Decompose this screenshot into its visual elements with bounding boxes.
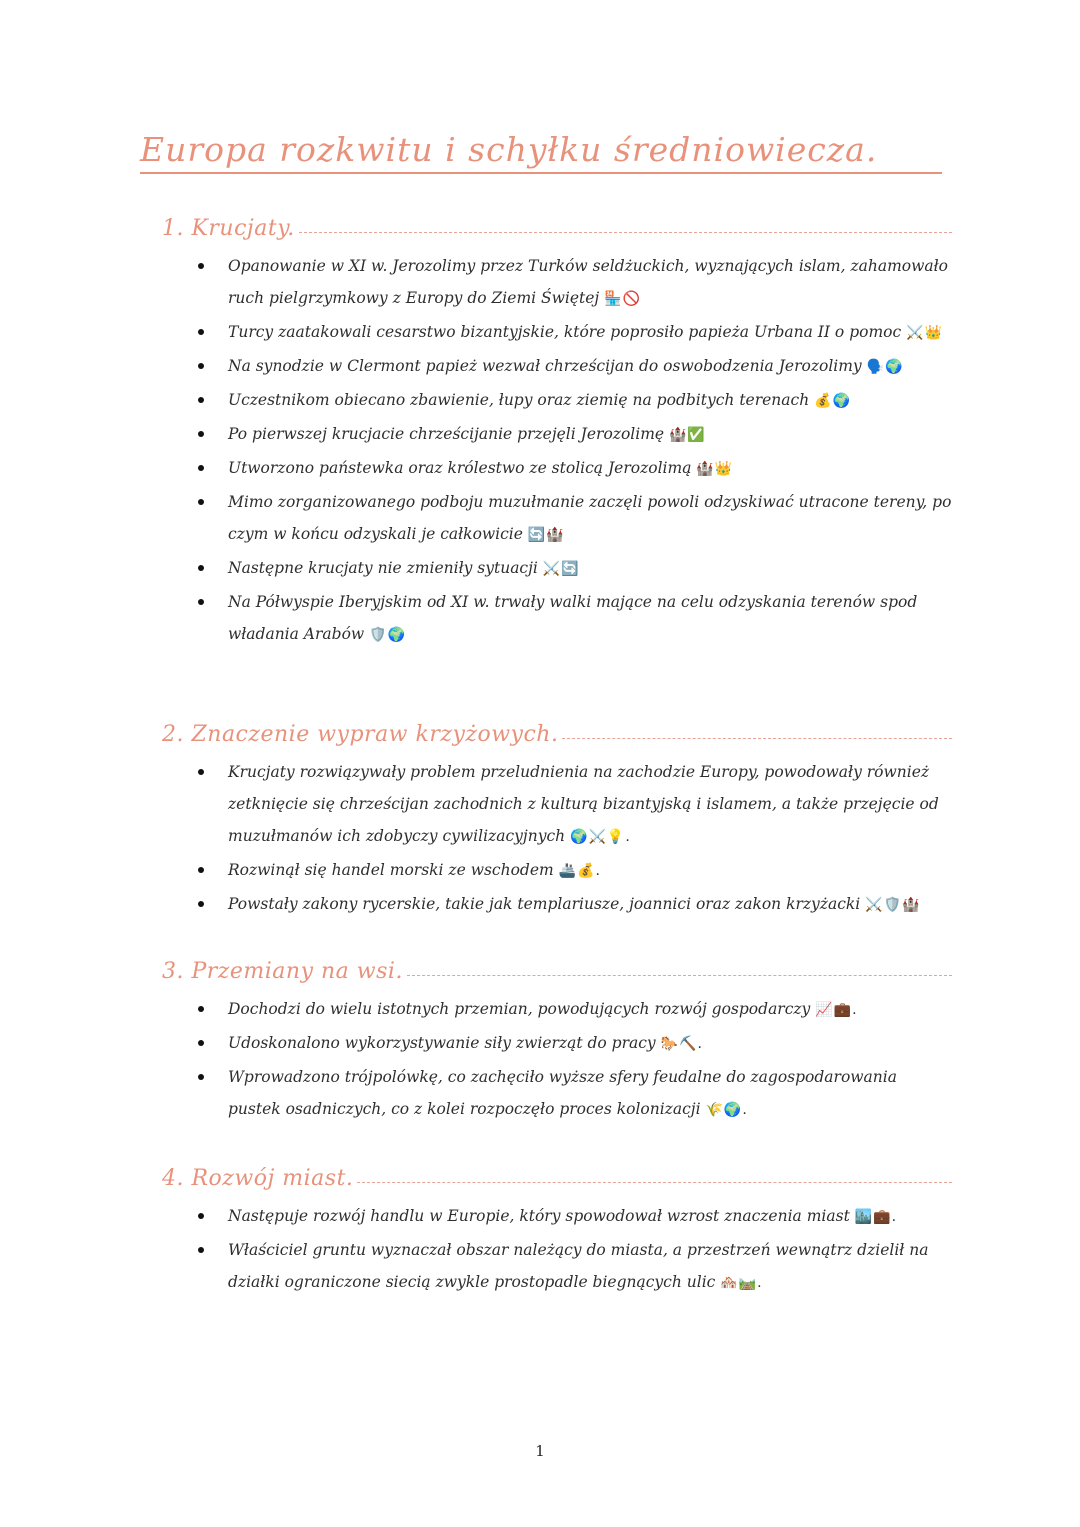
bullet-text: Uczestnikom obiecano zbawienie, łupy oraz ziemię na podbitych terenach — [228, 391, 810, 409]
emoji-icons: 🌍⚔️💡. — [570, 829, 631, 845]
bullet-item — [162, 1061, 952, 1126]
section-4 — [162, 1162, 952, 1300]
section-heading-row — [162, 212, 952, 244]
bullet-item — [162, 888, 952, 921]
emoji-icons: ⚔️🛡️🏰 — [865, 897, 921, 913]
bullet-item — [162, 250, 952, 315]
bullet-text: Mimo zorganizowanego podboju muzułmanie zaczęli powoli odzyskiwać utracone tereny, po czym w końcu odzyskali je całkowicie — [228, 493, 952, 543]
section-3 — [162, 955, 952, 1127]
bullet-item — [162, 1234, 952, 1299]
section-heading-row — [162, 955, 952, 987]
bullet-text: Na Półwyspie Iberyjskim od XI w. trwały walki mające na celu odzyskania terenów spod władania Arabów — [228, 593, 918, 643]
bullet-item — [162, 452, 952, 485]
bullet-item — [162, 586, 952, 651]
emoji-icons: 💰🌍 — [814, 393, 852, 409]
bullet-text: Opanowanie w XI w. Jerozolimy przez Turków seldżuckich, wyznających islam, zahamowało ruch pielgrzymkowy z Europy do Ziemi Świętej — [228, 257, 949, 307]
bullet-list — [162, 250, 952, 651]
emoji-icons: 🗣️🌍 — [866, 359, 904, 375]
bullet-item — [162, 350, 952, 383]
document-title: Europa rozkwitu i schyłku średniowiecza. — [140, 130, 942, 174]
bullet-text: Turcy zaatakowali cesarstwo bizantyjskie, które poprosiło papieża Urbana II o pomoc — [228, 323, 902, 341]
bullet-item — [162, 1027, 952, 1060]
section-heading: 1. Krucjaty. — [162, 215, 295, 241]
bullet-item — [162, 756, 952, 853]
emoji-icons: ⚔️👑 — [906, 325, 943, 341]
bullet-item — [162, 993, 952, 1026]
bullet-item — [162, 854, 952, 887]
section-dashed-rule — [407, 975, 952, 976]
bullet-text: Udoskonalono wykorzystywanie siły zwierząt do pracy — [228, 1034, 656, 1052]
emoji-icons: 🛡️🌍 — [369, 627, 406, 643]
emoji-icons: 🌾🌍. — [705, 1102, 748, 1118]
bullet-item — [162, 1200, 952, 1233]
section-heading: 4. Rozwój miast. — [162, 1165, 354, 1191]
bullet-item — [162, 384, 952, 417]
bullet-text: Na synodzie w Clermont papież wezwał chrześcijan do oswobodzenia Jerozolimy — [228, 357, 862, 375]
bullet-item — [162, 552, 952, 585]
emoji-icons: ⚔️🔄 — [542, 561, 580, 577]
section-heading-row — [162, 718, 952, 750]
bullet-text: Następne krucjaty nie zmieniły sytuacji — [228, 559, 538, 577]
bullet-item — [162, 316, 952, 349]
bullet-item — [162, 418, 952, 451]
section-2 — [162, 718, 952, 922]
page-number: 1 — [535, 1442, 545, 1460]
emoji-icons: 🏪🚫 — [604, 291, 642, 307]
emoji-icons: 🏰✅ — [669, 427, 706, 443]
bullet-text: Powstały zakony rycerskie, takie jak templariusze, joannici oraz zakon krzyżacki — [228, 895, 861, 913]
section-dashed-rule — [562, 738, 952, 739]
emoji-icons: 🏙️💼. — [854, 1209, 898, 1225]
emoji-icons: 🏰👑 — [696, 461, 734, 477]
section-dashed-rule — [357, 1182, 952, 1183]
bullet-list — [162, 756, 952, 921]
emoji-icons: 🏘️🛤️. — [720, 1275, 763, 1291]
section-dashed-rule — [299, 232, 952, 233]
section-heading: 2. Znaczenie wypraw krzyżowych. — [162, 721, 559, 747]
bullet-text: Wprowadzono trójpolówkę, co zachęciło wyższe sfery feudalne do zagospodarowania pustek osadniczych, co z kolei rozpoczęło proces kolonizacji — [228, 1068, 897, 1118]
section-heading-row — [162, 1162, 952, 1194]
emoji-icons: 📈💼. — [815, 1002, 858, 1018]
section-1 — [162, 212, 952, 652]
bullet-text: Po pierwszej krucjacie chrześcijanie przejęli Jerozolimę — [228, 425, 665, 443]
bullet-text: Właściciel gruntu wyznaczał obszar należący do miasta, a przestrzeń wewnątrz dzielił na działki ograniczone siecią zwykle prostopadle biegnących ulic — [228, 1241, 929, 1291]
bullet-text: Krucjaty rozwiązywały problem przeludnienia na zachodzie Europy, powodowały również zetknięcie się chrześcijan zachodnich z kulturą bizantyjską i islamem, a także przejęcie od muzułmanów ich zdobyczy cywilizacyjnych — [228, 763, 939, 845]
emoji-icons: 🚢💰. — [558, 863, 601, 879]
emoji-icons: 🐎⛏️. — [660, 1036, 703, 1052]
bullet-text: Dochodzi do wielu istotnych przemian, powodujących rozwój gospodarczy — [228, 1000, 811, 1018]
section-heading: 3. Przemiany na wsi. — [162, 958, 403, 984]
bullet-list — [162, 1200, 952, 1299]
bullet-list — [162, 993, 952, 1126]
bullet-item — [162, 486, 952, 551]
bullet-text: Następuje rozwój handlu w Europie, który spowodował wzrost znaczenia miast — [228, 1207, 850, 1225]
emoji-icons: 🔄🏰 — [527, 527, 565, 543]
bullet-text: Utworzono państewka oraz królestwo ze stolicą Jerozolimą — [228, 459, 692, 477]
bullet-text: Rozwinął się handel morski ze wschodem — [228, 861, 554, 879]
